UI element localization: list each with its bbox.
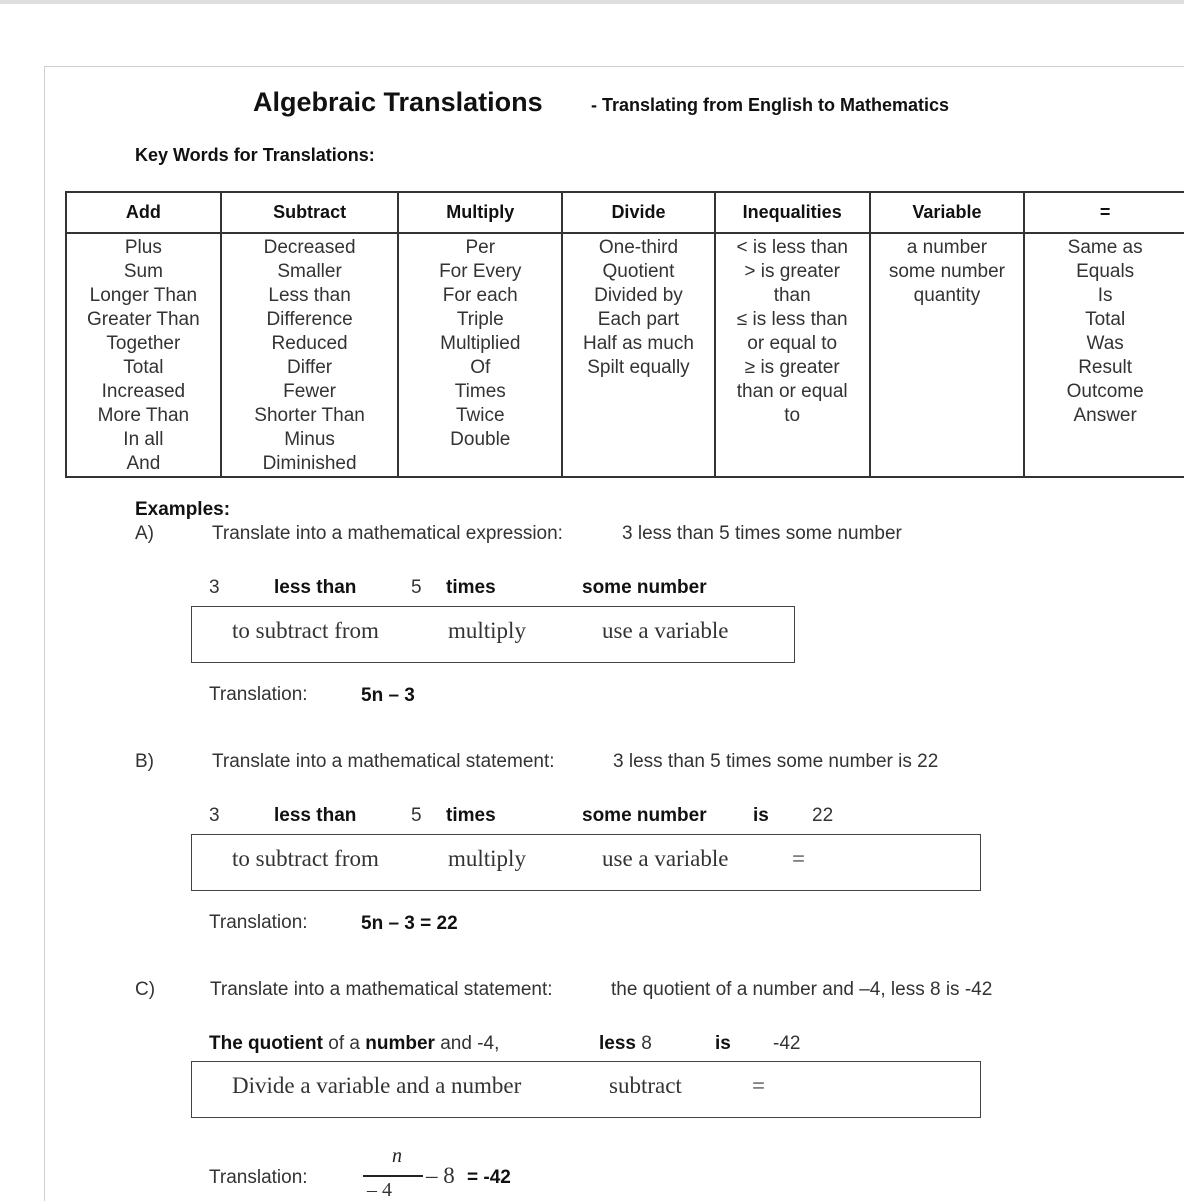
keyword: Increased: [101, 381, 186, 402]
variable-cell: [870, 233, 1025, 477]
keyword: Equals: [1076, 261, 1135, 282]
word-negative-42: -42: [773, 1033, 801, 1054]
column-header: Divide: [562, 192, 715, 233]
keyword: Was: [1086, 333, 1124, 354]
example-c-words: [209, 1033, 499, 1055]
word-is: is: [715, 1033, 731, 1054]
column-header: Inequalities: [715, 192, 870, 233]
divide-cell: [562, 233, 715, 477]
column-header: =: [1024, 192, 1185, 233]
column-header: Variable: [870, 192, 1025, 233]
table-row: [66, 233, 1185, 477]
keyword: to: [784, 405, 801, 426]
keyword: Multiplied: [440, 333, 521, 354]
keyword: Differ: [287, 357, 333, 378]
keyword: Twice: [455, 405, 505, 426]
keyword: < is less than: [736, 237, 848, 258]
multiply-cell: [398, 233, 562, 477]
keyword: Longer Than: [89, 285, 198, 306]
add-cell: [66, 233, 221, 477]
keyword: Is: [1097, 285, 1113, 306]
keyword: More Than: [97, 405, 190, 426]
translation-result: 5n – 3 = 22: [361, 913, 458, 934]
keyword: Smaller: [277, 261, 342, 282]
keyword: Quotient: [602, 261, 675, 282]
translation-result: 5n – 3: [361, 685, 415, 706]
worksheet-page: [44, 66, 1185, 1201]
keyword: Of: [470, 357, 491, 378]
word-number: 3: [209, 577, 220, 598]
example-c-phrase: the quotient of a number and –4, less 8 is -42: [611, 979, 993, 1000]
keyword: > is greater: [744, 261, 840, 282]
word-number: number: [365, 1033, 435, 1054]
word-less: less: [599, 1033, 636, 1054]
keyword: Greater Than: [87, 309, 200, 330]
keywords-heading: Key Words for Translations:: [135, 145, 375, 165]
operation-equals: =: [752, 1073, 765, 1098]
example-b-prompt: Translate into a mathematical statement:: [212, 751, 555, 772]
subtract-cell: [221, 233, 399, 477]
inequalities-cell: [715, 233, 870, 477]
example-c-label: C): [135, 979, 156, 1000]
keyword: Together: [106, 333, 181, 354]
example-a-phrase: 3 less than 5 times some number: [622, 523, 902, 544]
keyword: Half as much: [583, 333, 694, 354]
table-header-row: [66, 192, 1185, 233]
keyword: Total: [123, 357, 164, 378]
keyword: Double: [450, 429, 511, 450]
page-subtitle: - Translating from English to Mathematics: [591, 95, 950, 115]
fraction-bar: [363, 1175, 423, 1177]
minus-eight: – 8: [426, 1163, 455, 1188]
keyword: Per: [465, 237, 496, 258]
examples-heading: Examples:: [135, 499, 231, 520]
equals-result: = -42: [467, 1167, 511, 1188]
keyword: Triple: [456, 309, 504, 330]
example-a-label: A): [135, 523, 154, 544]
column-header: Multiply: [398, 192, 562, 233]
operation-multiply: multiply: [448, 618, 526, 643]
keyword: Answer: [1073, 405, 1137, 426]
keyword: Shorter Than: [254, 405, 365, 426]
keyword: Times: [454, 381, 506, 402]
keyword: Divided by: [594, 285, 683, 306]
keyword: or equal to: [747, 333, 838, 354]
keyword: Outcome: [1066, 381, 1144, 402]
word-number: 3: [209, 805, 220, 826]
example-c-less: [599, 1033, 652, 1055]
fraction-numerator: n: [392, 1145, 402, 1167]
equals-cell: [1024, 233, 1185, 477]
operation-equals: =: [792, 846, 805, 871]
keywords-table: [65, 191, 1185, 478]
example-a-prompt: Translate into a mathematical expression:: [212, 523, 563, 544]
right-margin: [1184, 0, 1198, 1200]
example-b-label: B): [135, 751, 154, 772]
word-is: is: [753, 805, 769, 826]
operation-subtract: to subtract from: [232, 618, 379, 643]
word-times: times: [446, 805, 496, 826]
keyword: In all: [123, 429, 164, 450]
operation-variable: use a variable: [602, 618, 729, 643]
keyword: ≥ is greater: [744, 357, 840, 378]
keyword: Decreased: [263, 237, 356, 258]
keyword: For Every: [439, 261, 522, 282]
keyword: Same as: [1067, 237, 1143, 258]
word-some-number: some number: [582, 805, 707, 826]
keyword: Minus: [284, 429, 335, 450]
word-quotient: The quotient: [209, 1033, 323, 1054]
word-and: and -4,: [440, 1033, 500, 1054]
example-c-prompt: Translate into a mathematical statement:: [210, 979, 553, 1000]
keyword: a number: [906, 237, 988, 258]
keyword: Sum: [123, 261, 163, 282]
keyword: ≤ is less than: [736, 309, 848, 330]
top-edge: [0, 0, 1198, 4]
word-times: times: [446, 577, 496, 598]
example-b-phrase: 3 less than 5 times some number is 22: [613, 751, 939, 772]
word-eight: 8: [641, 1033, 652, 1054]
keyword: Diminished: [262, 453, 357, 474]
column-header: Subtract: [221, 192, 399, 233]
operation-multiply: multiply: [448, 846, 526, 871]
keyword: Less than: [268, 285, 351, 306]
keyword: Result: [1078, 357, 1133, 378]
keyword: Plus: [124, 237, 162, 258]
translation-label: Translation:: [209, 1167, 308, 1188]
operation-variable: use a variable: [602, 846, 729, 871]
word-of-a: of a: [328, 1033, 360, 1054]
keyword: than or equal: [736, 381, 848, 402]
word-number: 5: [411, 805, 422, 826]
keyword: than: [773, 285, 811, 306]
keyword: One-third: [598, 237, 679, 258]
keyword: Fewer: [283, 381, 336, 402]
keyword: Difference: [266, 309, 353, 330]
word-less-than: less than: [274, 577, 357, 598]
operation-divide: Divide a variable and a number: [232, 1073, 522, 1098]
word-less-than: less than: [274, 805, 357, 826]
page-title: Algebraic Translations: [253, 87, 543, 117]
keyword: Reduced: [271, 333, 348, 354]
keyword: quantity: [913, 285, 981, 306]
keyword: Each part: [597, 309, 680, 330]
word-number: 22: [812, 805, 834, 826]
translation-label: Translation:: [209, 912, 308, 933]
keyword: some number: [888, 261, 1006, 282]
keyword: Total: [1085, 309, 1126, 330]
keyword: And: [126, 453, 161, 474]
word-number: 5: [411, 577, 422, 598]
keyword: Spilt equally: [587, 357, 690, 378]
column-header: Add: [66, 192, 221, 233]
keyword: For each: [442, 285, 518, 306]
translation-label: Translation:: [209, 684, 308, 705]
operation-subtract: subtract: [609, 1073, 682, 1098]
fraction-denominator: – 4: [367, 1179, 392, 1201]
word-some-number: some number: [582, 577, 707, 598]
operation-subtract: to subtract from: [232, 846, 379, 871]
